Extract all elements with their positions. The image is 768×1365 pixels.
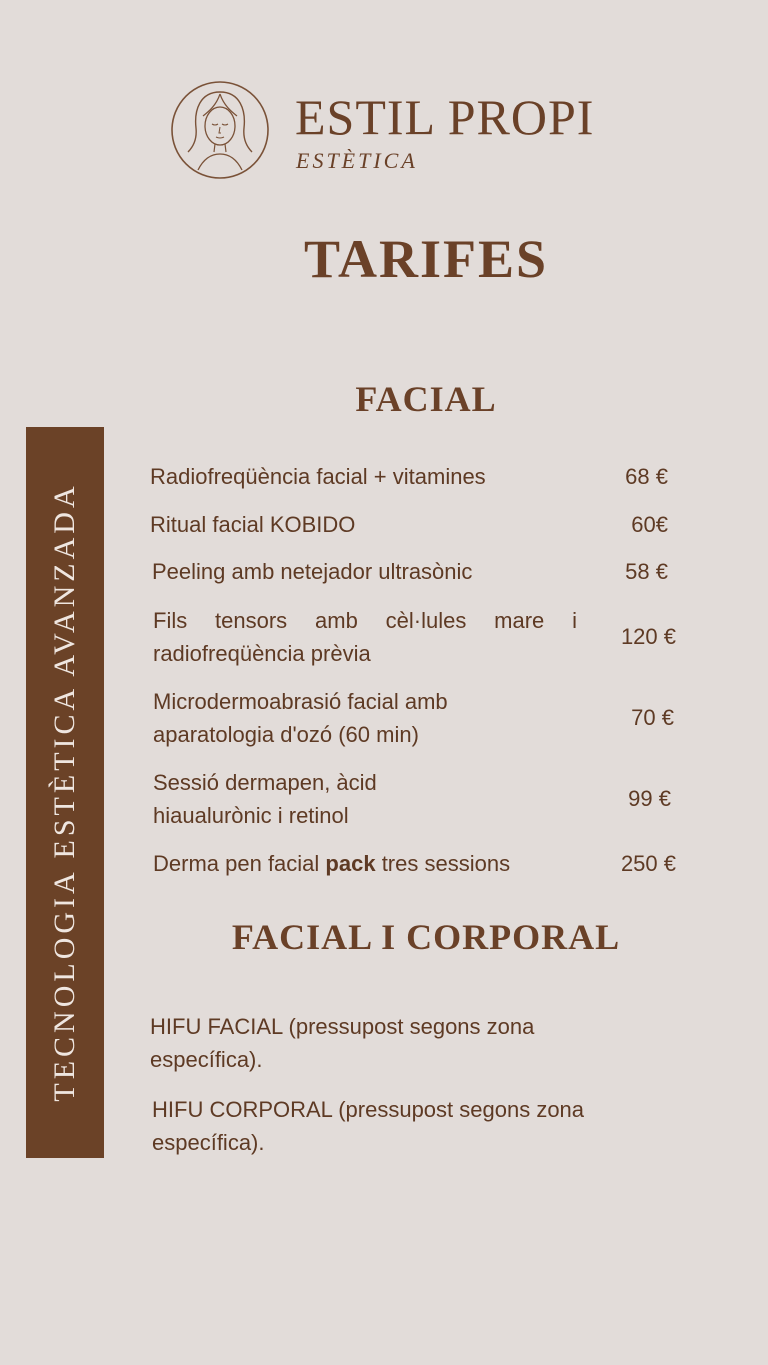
service-price: 68 €	[625, 464, 668, 489]
brand-name: ESTIL PROPI	[295, 89, 595, 145]
side-label: TECNOLOGIA ESTÈTICA AVANZADA	[48, 482, 81, 1102]
service-name: Sessió dermapen, àcid hiaualurònic i retinol	[153, 770, 377, 828]
pack-highlight: pack	[325, 851, 376, 876]
list-item	[148, 604, 688, 670]
brand-logo	[170, 80, 600, 185]
service-name-part: tres sessions	[375, 851, 511, 876]
service-name: Microdermoabrasió facial amb aparatologia d'ozó (60 min)	[153, 689, 448, 747]
service-name: Fils tensors amb cèl·lules mare i radiofreqüència prèvia	[153, 608, 577, 666]
list-item: HIFU FACIAL (pressupost segons zona específica).	[150, 1014, 535, 1072]
brand-subtitle: ESTÈTICA	[296, 148, 418, 173]
service-name: Ritual facial KOBIDO	[150, 512, 356, 537]
page-title: TARIFES	[303, 229, 549, 289]
service-price: 120 €	[620, 624, 676, 649]
service-price: 99 €	[628, 786, 671, 811]
service-name-part: Derma pen facial	[153, 851, 326, 876]
woman-face-logo-icon	[170, 80, 270, 180]
service-name: Radiofreqüència facial + vitamines	[150, 464, 486, 489]
section-title-facial: FACIAL	[355, 379, 497, 419]
list-item	[148, 766, 688, 832]
service-name: Peeling amb netejador ultrasònic	[152, 559, 473, 584]
service-price: 70 €	[631, 705, 674, 730]
list-item: HIFU CORPORAL (pressupost segons zona específica).	[152, 1097, 585, 1155]
list-item	[148, 685, 688, 751]
service-price: 58 €	[625, 559, 668, 584]
service-price: 60€	[631, 512, 668, 537]
service-name	[153, 847, 613, 880]
section-title-facial-corporal: FACIAL I CORPORAL	[231, 917, 621, 957]
service-price: 250 €	[620, 851, 676, 876]
